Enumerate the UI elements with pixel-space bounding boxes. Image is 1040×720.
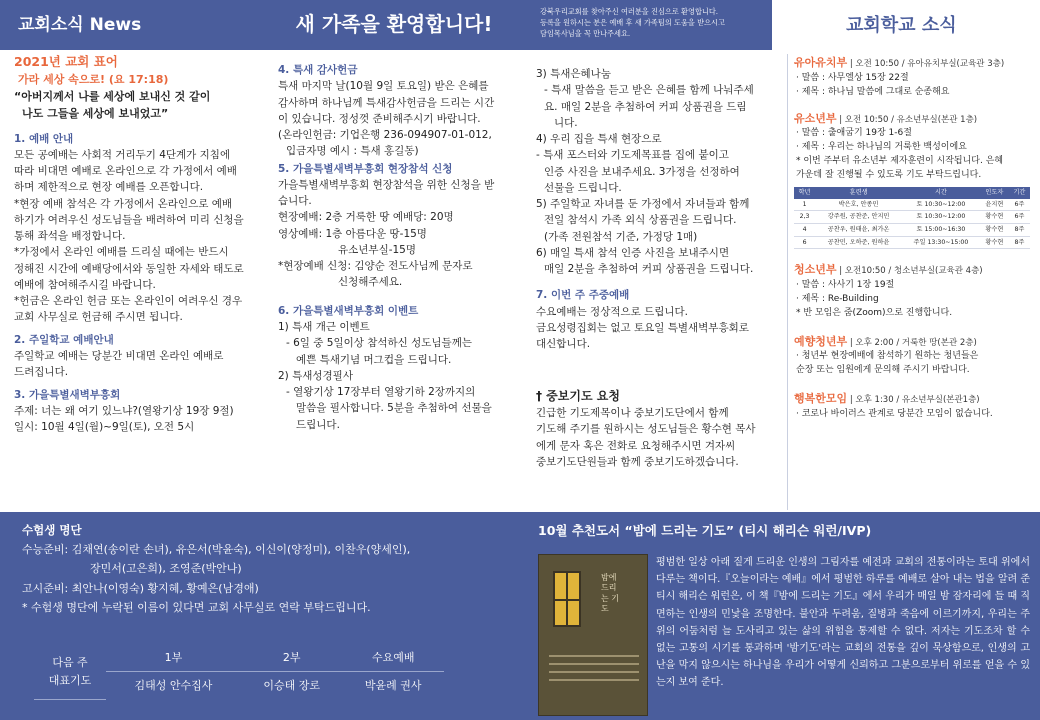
motto-quote-1: “아버지께서 나를 세상에 보내신 것 같이 — [14, 90, 211, 104]
welcome-message: 강북우리교회를 찾아주신 여러분을 진심으로 환영합니다. 등록을 원하시는 분은 예배 후 새 가족팀의 도움을 받으시고 담임목사님을 꼭 만나주세요. — [540, 7, 725, 38]
column-1 — [14, 52, 270, 435]
column-3 — [536, 66, 776, 470]
dept-kindergarten: 유아유치부 | 오전 10:50 / 유아유치부실(교육관 3층) · 말씀 : 사무엘상 15장 22절 · 제목 : 하나님 말씀에 그대로 순종해요 — [794, 56, 1005, 97]
section-revival-body: 주제: 너는 왜 여기 있느냐?(열왕기상 19장 9절) 일시: 10월 4일(월)~9일(토), 오전 5시 — [14, 404, 234, 434]
column-2 — [278, 62, 528, 433]
motto-quote-2: 나도 그들을 세상에 보내었고” — [22, 107, 169, 121]
school-news — [794, 54, 1034, 422]
dept-happy-group: 행복한모임 | 오후 1:30 / 유소년부실(본관1층) · 코로나 바이러스 관계로 당분간 모임이 없습니다. — [794, 392, 993, 419]
prayer-request-body: 긴급한 기도제목이나 중보기도단에서 함께 기도해 주기를 원하시는 성도님들은 황수현 목사 에게 문자 혹은 전화로 요청해주시면 겨자씨 중보기도단원들과 함께 중보기도하겠습니다. — [536, 407, 756, 468]
event-list-continued: 3) 특새은혜나눔 - 특새 말씀을 듣고 받은 은혜를 함께 나눠주세 요. 매일 2분을 추첨하여 커피 상품권을 드림 니다. 4) 우리 집을 특새 현장으로 - 특새 포스터와 기도제목표를 집에 붙이고 인증 사진을 보내주세요. 3가정을 선정하여 선물을 드립니다. 5) 주일학교 자녀를 둔 가정에서 자녀들과 함께 전일 참석시 가족 외식 상품권을 드립니다. (가족 전원참석 기준, 가정당 1매) 6) 매일 특새 참석 인증 사진을 보내주시면 매일 2분을 추첨하여 커피 상품권을 드립니다. — [536, 68, 754, 276]
book-description: 평범한 일상 아래 짙게 드리운 인생의 그림자를 예전과 교회의 전통이라는 토대 위에서 다루는 책이다.『오늘이라는 예배』에서 평범한 하루를 예배로 살아 내는 법을 알려 준 티시 해리슨 워런은, 이 책『밤에 드리는 기도』에서 우리가 매일 밤 잠자리에 들 때 직면하는 인생의 민낯을 조명한다. 불안과 두려움, 질병과 죽음에 이르기까지, 우리는 주위의 어둠처럼 늘 도사리고 있는 삶의 위험을 통제할 수 없다. 저자는 기도조차 할 수 없는 고통의 시기를 통과하며 '밤기도'라는 교회의 전통을 깊이 묵상함으로, 인생의 고난을 막지 않으시는 하나님을 우리가 어떻게 신뢰하고 그분으로부터 위로를 얻을 수 있는지 보여 준다. — [656, 557, 1030, 689]
training-table: 학년 훈련생 시간 인도자 기간 1 박은호, 안종민 토 10:30~12:00 윤지현 6주 2,3 강주원, 공찬준, 안지민 토 10:30~12:00 황수현 6주 4 공찬우, 원태윤, 최가온 토 15:00~16:30 황수현 8주 6 공찬민, 오하준, 원하윤 주일 13:30~15:00 황수현 8주 — [794, 187, 1030, 249]
exam-students-panel: 수험생 명단 수능준비: 김채연(송이란 손녀), 유은서(박윤숙), 이신이(양정미), 이찬우(양세인), 장민서(고은희), 조영준(박안나) 고시준비: 최안나(이영숙) 황지혜, 황예은(남경애) * 수험생 명단에 누락된 이름이 있다면 교회 사무실로 연락 부탁드립니다. 다음 주 대표기도 1부 2부 수요예배 김태성 안수집사 이승태 장로 박윤례 권사 — [0, 512, 526, 720]
section-weekday-body: 수요예배는 정상적으로 드립니다. 금요성령집회는 없고 토요일 특별새벽부흥회로 대신합니다. — [536, 305, 749, 351]
welcome-title: 새 가족을 환영합니다! — [295, 12, 493, 36]
section-worship-body: 모든 공예배는 사회적 거리두기 4단계가 지침에 따라 비대면 예배로 온라인으로 각 가정에서 예배 하며 제한적으로 현장 예배를 오픈합니다. *현장 예배 참석은 각 가정에서 온라인으로 예배 하기가 여려우신 성도님들을 배려하여 미리 신청을 통해 좌석을 배정합니다. *가정에서 온라인 예배를 드리실 때에는 반드시 정해진 시간에 예배당에서와 동일한 자세와 태도로 예배에 참여해주시길 바랍니다. *헌금은 온라인 헌금 또는 온라인이 여려우신 경우 교회 사무실로 헌금해 주시면 됩니다. — [14, 148, 244, 324]
prayer-label: 다음 주 대표기도 — [34, 644, 106, 700]
next-week-prayer-table: 다음 주 대표기도 1부 2부 수요예배 김태성 안수집사 이승태 장로 박윤례 권사 — [34, 644, 444, 700]
header — [0, 0, 1040, 50]
section-weekday-title: 7. 이번 주 주중예배 — [536, 289, 630, 302]
section-attendance-body: 가을특별새벽부흥회 현장참석을 위한 신청을 받 습니다. 현장예배: 2층 거룩한 땅 예배당: 20명 영상예배: 1층 아름다운 땅-15명 유소년부실-15명 *현장예배 신청: 김양순 전도사님께 문자로 신청해주세요. — [278, 178, 495, 289]
section-worship-title: 1. 예배 안내 — [14, 132, 74, 145]
section-sunday-school-title: 2. 주일학교 예배안내 — [14, 333, 114, 346]
year-motto-title: 2021년 교회 표어 — [14, 54, 118, 69]
school-news-header — [784, 0, 1040, 50]
school-news-title: 교회학교 소식 — [846, 15, 957, 36]
welcome-banner — [272, 0, 772, 50]
dept-youth: 유소년부 | 오전 10:50 / 유소년부실(본관 1층) · 말씀 : 출애굽기 19장 1-6절 · 제목 : 우리는 하나님의 거룩한 백성이에요 * 이번 주부터 유소년부 제자훈련이 시작됩니다. 은혜 가운데 잘 진행될 수 있도록 기도 부탁드립니다. 학년 훈련생 시간 인도자 기간 1 박은호, 안종민 토 10:30~12:00 윤지현 6주 2,3 강주원, 공찬준, 안지민 토 10:30~12:00 황수현 6주 4 공찬우, 원태윤, 최가온 토 15:00~16:30 황수현 8주 6 공찬민, 오하준, 원하윤 주일 13:30~15:00 황수현 8주 — [794, 110, 1034, 250]
dept-teens: 청소년부 | 오전10:50 / 청소년부실(교육관 4층) · 말씀 : 사사기 1장 19절 · 제목 : Re-Building * 반 모임은 줌(Zoom)으로 진행합니다. — [794, 263, 983, 318]
book-title: 10월 추천도서 “밤에 드리는 기도” (티시 해리슨 워런/IVP) — [538, 523, 872, 538]
book-cover-image — [538, 554, 648, 716]
table-row: 4 공찬우, 원태윤, 최가온 토 15:00~16:30 황수현 8주 — [794, 223, 1030, 236]
recommended-book-panel — [526, 512, 1040, 720]
section-offering-title: 4. 특새 감사헌금 — [278, 64, 358, 76]
column-divider — [787, 54, 788, 510]
table-row: 2,3 강주원, 공찬준, 안지민 토 10:30~12:00 황수현 6주 — [794, 211, 1030, 224]
prayer-request-title: † 중보기도 요청 — [536, 388, 620, 403]
table-row: 1 박은호, 안종민 토 10:30~12:00 윤지현 6주 — [794, 199, 1030, 211]
cover-title: 밤에 드리는 기도 — [601, 573, 619, 614]
section-sunday-school-body: 주일학교 예배는 당분간 비대면 온라인 예배로 드려집니다. — [14, 349, 224, 379]
exam-title: 수험생 명단 — [22, 523, 82, 537]
section-event-body: 1) 특새 개근 이벤트 - 6일 중 5일이상 참석하신 성도님들께는 예쁜 특새기념 머그컵을 드립니다. 2) 특새성경필사 - 열왕기상 17장부터 열왕기하 2장까지의 말씀을 필사합니다. 5분을 추첨하여 선물을 드립니다. — [278, 320, 492, 431]
section-offering-body: 특새 마지막 날(10월 9일 토요일) 받은 은혜를 감사하며 하나님께 특새감사헌금을 드리는 시간 이 있습니다. 정성껏 준비해주시기 바랍니다. (온라인헌금: 기업은행 236-094907-01-012, 입금자명 예시 : 특새 홍길동) — [278, 80, 495, 158]
news-title: 교회소식 News — [0, 0, 272, 50]
section-revival-title: 3. 가을특별새벽부흥회 — [14, 388, 121, 401]
table-row: 6 공찬민, 오하준, 원하윤 주일 13:30~15:00 황수현 8주 — [794, 236, 1030, 249]
dept-young-adults: 예향청년부 | 오후 2:00 / 거룩한 땅(본관 2층) · 청년부 현장예배에 참석하기 원하는 청년들은 순장 또는 임원에게 문의해 주시기 바랍니다. — [794, 334, 979, 376]
section-attendance-title: 5. 가을특별새벽부흥회 현장참석 신청 — [278, 162, 453, 175]
section-event-title: 6. 가을특별새벽부흥회 이벤트 — [278, 304, 419, 317]
motto-verse: 가라 세상 속으로! (요 17:18) — [18, 73, 169, 87]
